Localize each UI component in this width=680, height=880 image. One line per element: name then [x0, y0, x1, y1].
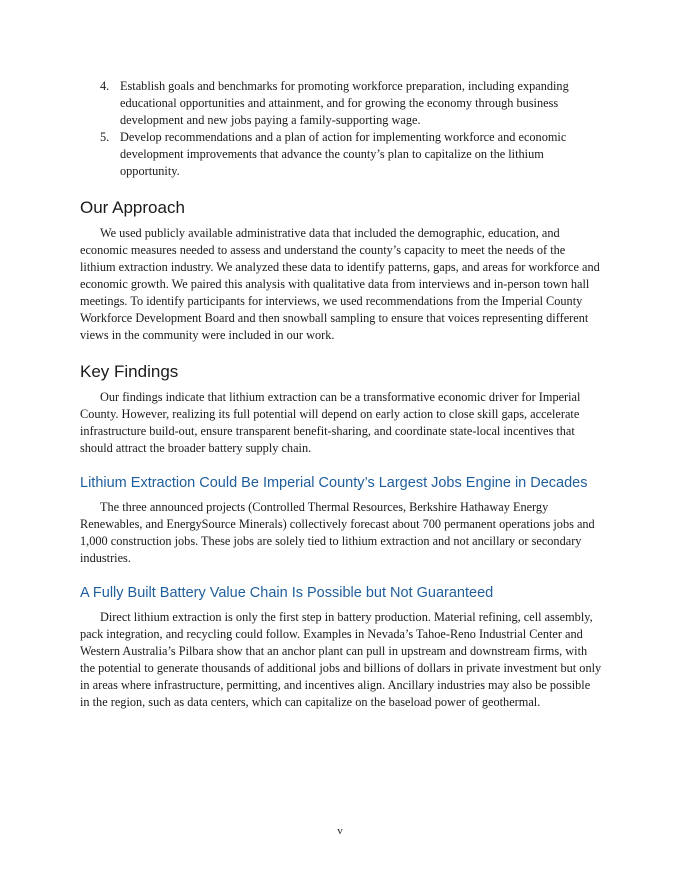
- list-item: [80, 78, 602, 129]
- goals-list: [80, 78, 602, 179]
- battery-chain-heading: A Fully Built Battery Value Chain Is Possible but Not Guaranteed: [80, 585, 494, 602]
- key-findings-paragraph: Our findings indicate that lithium extraction can be a transformative economic driver for Imperial County. However, realizing its full potential will depend on early action to close skill gaps, accelerate infrastructure build-out, ensure transparent benefit-sharing, and coordinate state-local incentives that should attract the broader battery supply chain.: [80, 389, 581, 455]
- lithium-jobs-heading: Lithium Extraction Could Be Imperial County’s Largest Jobs Engine in Decades: [80, 475, 588, 492]
- battery-chain-section: [80, 584, 602, 710]
- lithium-jobs-section: [80, 474, 602, 567]
- page-number: v: [337, 825, 343, 837]
- approach-heading: Our Approach: [80, 198, 185, 218]
- approach-paragraph: We used publicly available administrative data that included the demographic, education, and economic measures needed to assess and understand the county’s capacity to meet the needs of the lithium extraction industry. We analyzed these data to identify patterns, gaps, and areas for workforce and economic growth. We paired this analysis with qualitative data from interviews and in-person town hall meetings. To identify participants for interviews, we used recommendations from the Imperial County Workforce Development Board and then snowball sampling to ensure that voices representing different views in the community were included in our work.: [80, 226, 600, 342]
- document-page: [80, 78, 602, 710]
- key-findings-heading: Key Findings: [80, 361, 179, 381]
- list-item: [80, 129, 602, 180]
- list-item-text: Establish goals and benchmarks for promoting workforce preparation, including expanding educational opportunities and attainment, and for growing the economy through business development and new jobs paying a family-supporting wage.: [120, 79, 569, 127]
- list-item-number: 5.: [100, 129, 110, 144]
- list-item-text: Develop recommendations and a plan of action for implementing workforce and economic development improvements that advance the county’s plan to capitalize on the lithium opportunity.: [120, 129, 567, 178]
- key-findings-section: [80, 361, 602, 457]
- approach-section: [80, 197, 602, 343]
- lithium-jobs-paragraph: The three announced projects (Controlled Thermal Resources, Berkshire Hathaway Energy Renewables, and EnergySource Minerals) collectively forecast about 700 permanent operations jobs and 1,000 construction jobs. These jobs are solely tied to lithium extraction and not ancillary or secondary industries.: [80, 500, 595, 566]
- battery-chain-paragraph: Direct lithium extraction is only the first step in battery production. Material refining, cell assembly, pack integration, and recycling could follow. Examples in Nevada’s Tahoe-Reno Industrial Center and Western Australia’s Pilbara show that an anchor plant can pull in upstream and downstream firms, with the potential to generate thousands of additional jobs and billions of dollars in private investment but only in areas where infrastructure, permitting, and incentives align. Ancillary industries may also be possible in the region, such as data centers, which can capitalize on the baseload power of geothermal.: [80, 610, 602, 709]
- list-item-number: 4.: [100, 79, 110, 93]
